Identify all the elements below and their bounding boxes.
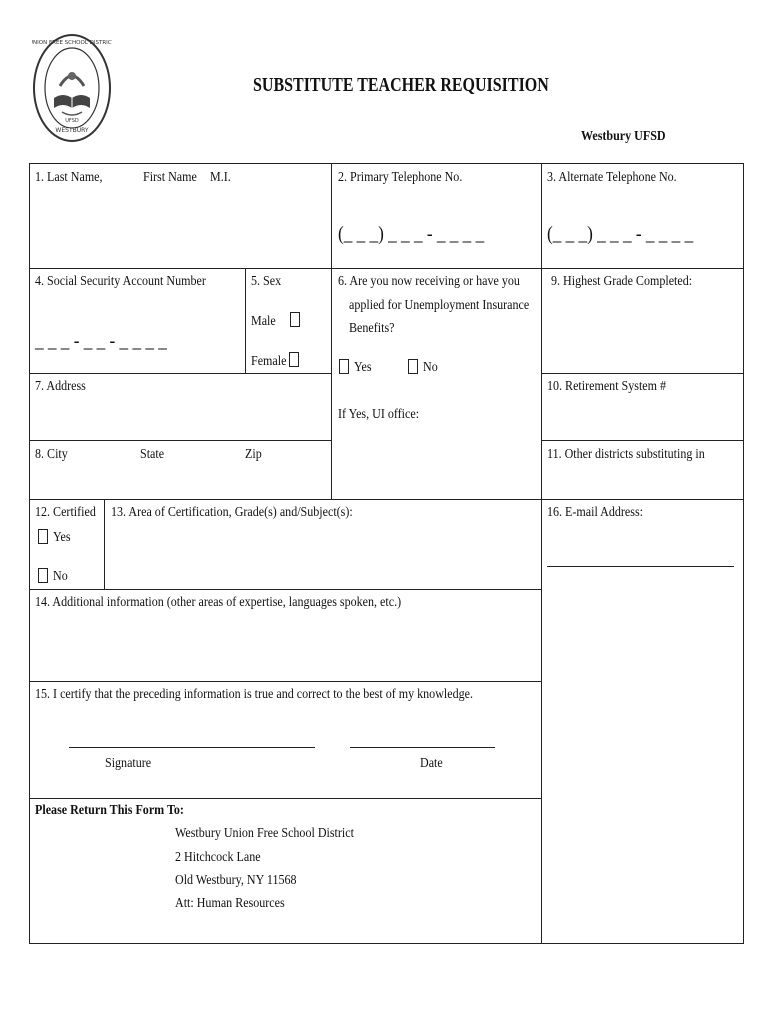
other-districts-label: 11. Other districts substituting in: [547, 447, 705, 462]
certified-no-checkbox[interactable]: [38, 568, 48, 583]
ssn-field[interactable]: _ _ _ - _ _ - _ _ _ _: [35, 330, 167, 352]
unemployment-question-line3: Benefits?: [349, 321, 395, 336]
district-seal: [32, 32, 112, 144]
address-label: 7. Address: [35, 379, 86, 394]
certification-area-label: 13. Area of Certification, Grade(s) and/Subject(s):: [111, 505, 353, 520]
male-label: Male: [251, 314, 276, 329]
state-label: State: [140, 447, 165, 462]
email-label: 16. E-mail Address:: [547, 505, 643, 520]
district-name: Westbury UFSD: [581, 129, 666, 144]
certify-statement: 15. I certify that the preceding information is true and correct to the best of my knowledge.: [35, 687, 473, 702]
female-checkbox[interactable]: [289, 352, 299, 367]
retirement-label: 10. Retirement System #: [547, 379, 667, 394]
certified-yes-label: Yes: [53, 530, 71, 545]
return-heading: Please Return This Form To:: [35, 803, 184, 818]
certified-label: 12. Certified: [35, 505, 96, 520]
unemployment-yes-checkbox[interactable]: [339, 359, 349, 374]
sex-label: 5. Sex: [251, 274, 282, 289]
unemployment-question-line1: 6. Are you now receiving or have you: [338, 274, 520, 289]
last-name-label: 1. Last Name,: [35, 170, 103, 185]
ui-office-label: If Yes, UI office:: [338, 407, 420, 422]
highest-grade-label: 9. Highest Grade Completed:: [551, 274, 693, 289]
additional-info-label: 14. Additional information (other areas of expertise, languages spoken, etc.): [35, 595, 402, 610]
alt-phone-label: 3. Alternate Telephone No.: [547, 170, 677, 185]
primary-phone-label: 2. Primary Telephone No.: [338, 170, 463, 185]
email-line[interactable]: [547, 566, 734, 567]
date-line[interactable]: [350, 747, 495, 748]
seal-top-text: UNION FREE SCHOOL DISTRICT: [32, 40, 112, 46]
unemployment-no-checkbox[interactable]: [408, 359, 418, 374]
return-line1: Westbury Union Free School District: [175, 826, 354, 841]
unemployment-yes-label: Yes: [354, 360, 372, 375]
seal-side-text: UFSD: [65, 118, 79, 124]
signature-label: Signature: [105, 756, 152, 771]
city-label: 8. City: [35, 447, 68, 462]
male-checkbox[interactable]: [290, 312, 300, 327]
return-line4: Att: Human Resources: [175, 896, 285, 911]
date-label: Date: [420, 756, 443, 771]
unemployment-question-line2: applied for Unemployment Insurance: [349, 298, 530, 313]
return-line3: Old Westbury, NY 11568: [175, 873, 297, 888]
return-line2: 2 Hitchcock Lane: [175, 850, 261, 865]
first-name-label: First Name: [143, 170, 197, 185]
form-title: SUBSTITUTE TEACHER REQUISITION: [253, 74, 549, 96]
female-label: Female: [251, 354, 287, 369]
mi-label: M.I.: [210, 170, 231, 185]
alt-phone-field[interactable]: (_ _ _) _ _ _ - _ _ _ _: [547, 223, 694, 245]
zip-label: Zip: [245, 447, 262, 462]
certified-yes-checkbox[interactable]: [38, 529, 48, 544]
unemployment-no-label: No: [423, 360, 438, 375]
certified-no-label: No: [53, 569, 68, 584]
primary-phone-field[interactable]: (_ _ _) _ _ _ - _ _ _ _: [338, 223, 485, 245]
ssn-label: 4. Social Security Account Number: [35, 274, 206, 289]
seal-bottom-text: WESTBURY: [55, 127, 89, 134]
signature-line[interactable]: [69, 747, 315, 748]
